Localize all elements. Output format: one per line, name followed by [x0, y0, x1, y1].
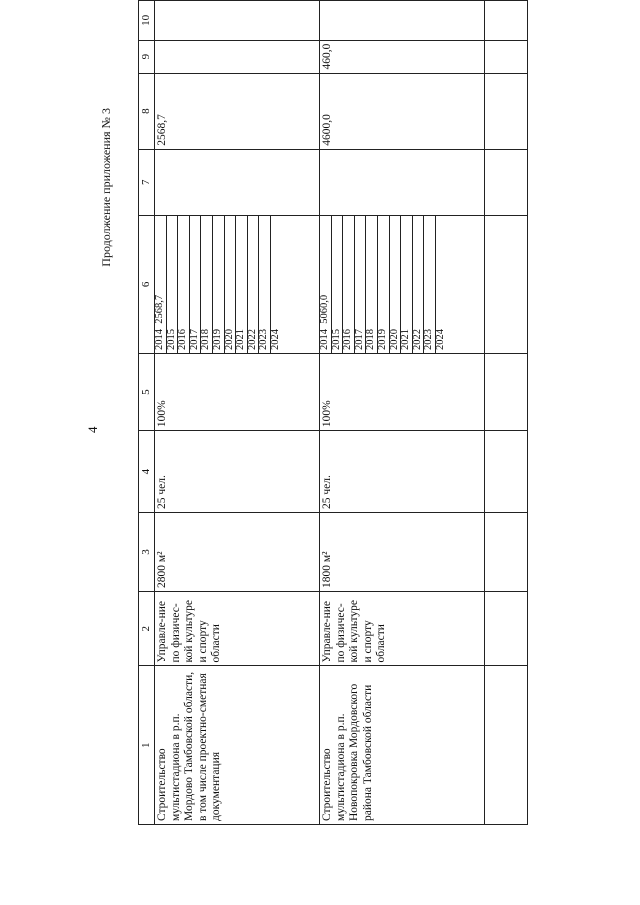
- year-label: 2020: [390, 216, 402, 353]
- table-row-tail: [485, 1, 528, 825]
- empty-cell: [485, 354, 528, 431]
- year-label: 2021: [236, 216, 248, 353]
- year-label: 2021: [401, 216, 413, 353]
- year-label: 2016: [343, 216, 355, 353]
- capacity-cell: 25 чел.: [320, 431, 485, 513]
- amount-cell: 460,0: [320, 40, 485, 73]
- amount-cell: [320, 1, 485, 41]
- year-label: 2019: [378, 216, 390, 353]
- empty-cell: [485, 666, 528, 825]
- amount-value: 5060,0: [319, 294, 330, 324]
- project-name-cell: Строительство мультистадиона в р.п. Новопокровка Мордовского района Тамбовской области: [320, 666, 485, 825]
- year-label: 2022: [413, 216, 425, 353]
- executor-cell: Управле-ние по физичес-кой культуре и спорту области: [155, 591, 320, 666]
- page-number: 4: [85, 426, 100, 433]
- empty-cell: [485, 40, 528, 73]
- empty-cell: [485, 73, 528, 149]
- column-number: 10: [139, 1, 155, 41]
- table-row: [320, 1, 485, 825]
- year-label: 2014 2568,7: [155, 216, 167, 353]
- table-row: [155, 1, 320, 825]
- capacity-cell: 25 чел.: [155, 431, 320, 513]
- area-cell: 1800 м²: [320, 512, 485, 591]
- years-cell: [155, 215, 320, 353]
- empty-cell: [485, 215, 528, 353]
- column-number-row: [139, 1, 155, 825]
- amount-value: 2568,7: [154, 294, 165, 324]
- year-label: 2024: [434, 329, 446, 351]
- percent-cell: 100%: [155, 354, 320, 431]
- area-cell: 2800 м²: [155, 512, 320, 591]
- column-number: 5: [139, 354, 155, 431]
- year-label: 2022: [248, 216, 260, 353]
- year-label: 2016: [178, 216, 190, 353]
- amount-cell: 4600,0: [320, 73, 485, 149]
- empty-cell: [485, 1, 528, 41]
- amount-cell: [320, 149, 485, 215]
- appendix-table: [138, 0, 528, 825]
- year-label: 2024: [269, 329, 281, 351]
- year-label: 2017: [190, 216, 202, 353]
- year-label: 2018: [366, 216, 378, 353]
- empty-cell: [485, 512, 528, 591]
- year-label: 2017: [355, 216, 367, 353]
- amount-cell: [155, 40, 320, 73]
- executor-cell: Управле-ние по физичес-кой культуре и спорту области: [320, 591, 485, 666]
- years-cell: [320, 215, 485, 353]
- column-number: 6: [139, 215, 155, 353]
- year-label: 2023: [424, 216, 436, 353]
- year-label: 2014 5060,0: [320, 216, 332, 353]
- column-number: 1: [139, 666, 155, 825]
- appendix-caption: Продолжение приложения № 3: [99, 108, 113, 267]
- percent-cell: 100%: [320, 354, 485, 431]
- amount-cell: 2568,7: [155, 73, 320, 149]
- amount-cell: [155, 149, 320, 215]
- year-label: 2020: [225, 216, 237, 353]
- empty-cell: [485, 149, 528, 215]
- column-number: 9: [139, 40, 155, 73]
- column-number: 2: [139, 591, 155, 666]
- column-number: 8: [139, 73, 155, 149]
- year-label: 2023: [259, 216, 271, 353]
- empty-cell: [485, 591, 528, 666]
- year-label: 2015: [167, 216, 179, 353]
- year-label: 2018: [201, 216, 213, 353]
- column-number: 7: [139, 149, 155, 215]
- column-number: 4: [139, 431, 155, 513]
- column-number: 3: [139, 512, 155, 591]
- year-label: 2019: [213, 216, 225, 353]
- empty-cell: [485, 431, 528, 513]
- year-label: 2015: [332, 216, 344, 353]
- project-name-cell: Строительство мультистадиона в р.п. Мордово Тамбовской области, в том числе проектно-сметная документация: [155, 666, 320, 825]
- amount-cell: [155, 1, 320, 41]
